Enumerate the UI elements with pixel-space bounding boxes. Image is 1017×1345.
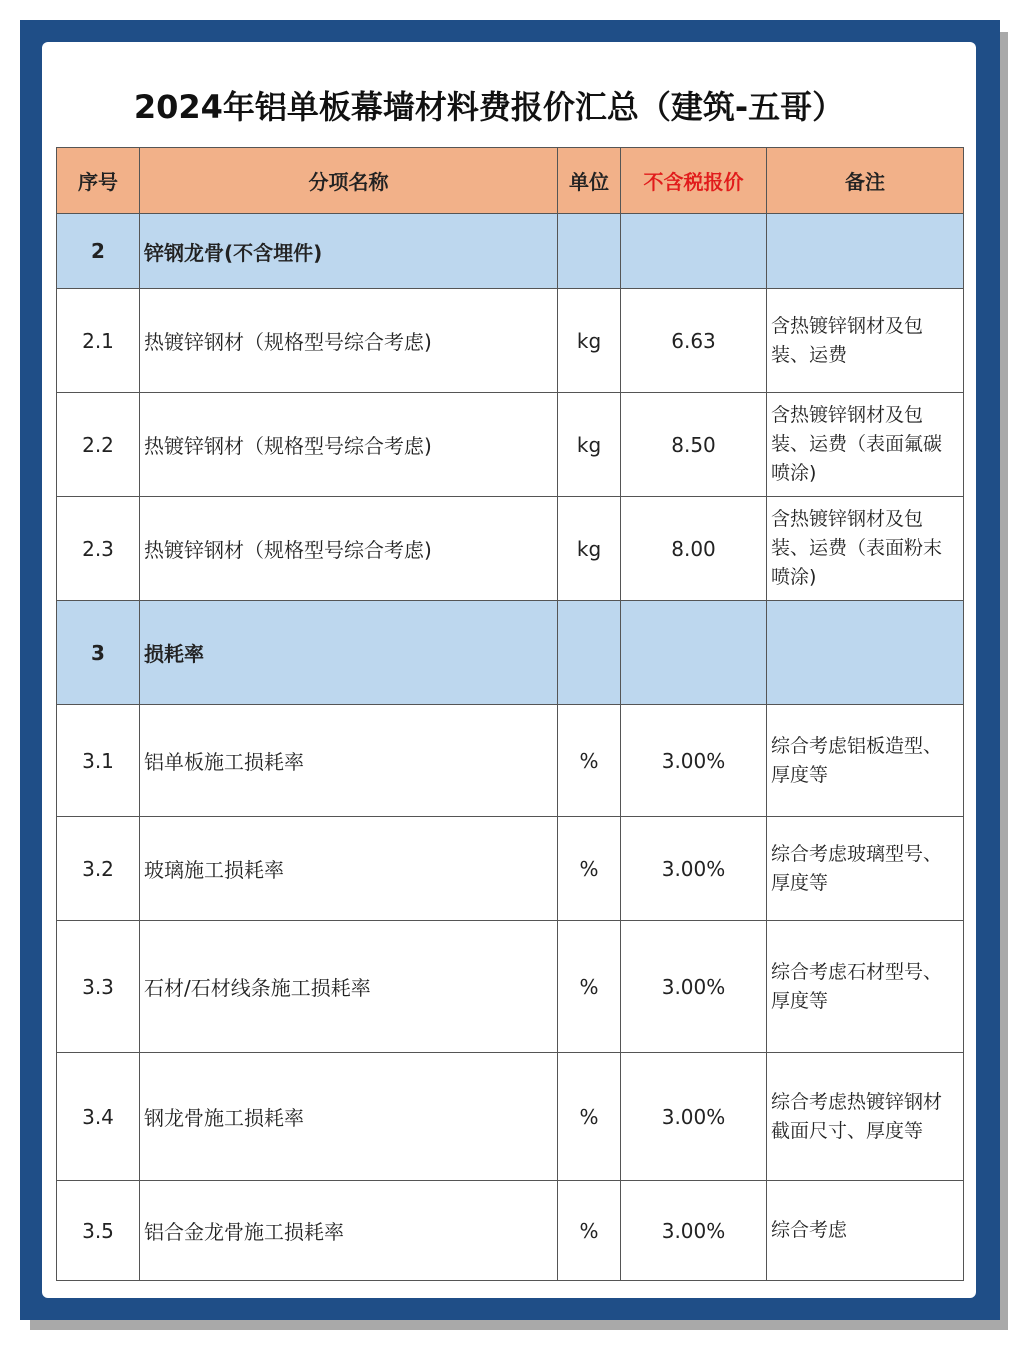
row-unit: % [558, 1181, 621, 1281]
row-price: 3.00% [621, 1181, 767, 1281]
row-price: 3.00% [621, 705, 767, 817]
row-unit: % [558, 1053, 621, 1181]
header-name: 分项名称 [140, 148, 558, 214]
row-unit: % [558, 817, 621, 921]
row-unit [558, 601, 621, 705]
row-note: 综合考虑铝板造型、厚度等 [767, 705, 964, 817]
row-price: 8.00 [621, 497, 767, 601]
table-row [57, 817, 964, 921]
row-note: 综合考虑玻璃型号、厚度等 [767, 817, 964, 921]
row-unit: % [558, 705, 621, 817]
row-no: 2 [57, 214, 140, 289]
row-no: 2.2 [57, 393, 140, 497]
row-no: 3.4 [57, 1053, 140, 1181]
row-no: 2.3 [57, 497, 140, 601]
table-row [57, 921, 964, 1053]
row-price: 6.63 [621, 289, 767, 393]
row-unit: kg [558, 497, 621, 601]
row-no: 3.1 [57, 705, 140, 817]
row-name: 热镀锌钢材（规格型号综合考虑) [140, 393, 558, 497]
table-row [57, 1053, 964, 1181]
row-unit [558, 214, 621, 289]
page-title: 2024年铝单板幕墙材料费报价汇总（建筑-五哥） [133, 88, 845, 126]
row-name: 钢龙骨施工损耗率 [140, 1053, 558, 1181]
table-row [57, 1181, 964, 1281]
row-price: 8.50 [621, 393, 767, 497]
row-no: 3 [57, 601, 140, 705]
row-no: 3.2 [57, 817, 140, 921]
row-unit: kg [558, 393, 621, 497]
row-price [621, 601, 767, 705]
row-name: 热镀锌钢材（规格型号综合考虑) [140, 289, 558, 393]
table-header-row [57, 148, 964, 214]
row-note [767, 601, 964, 705]
row-name: 锌钢龙骨(不含埋件) [140, 214, 558, 289]
header-unit: 单位 [558, 148, 621, 214]
header-price: 不含税报价 [621, 148, 767, 214]
row-no: 2.1 [57, 289, 140, 393]
row-no: 3.3 [57, 921, 140, 1053]
row-name: 热镀锌钢材（规格型号综合考虑) [140, 497, 558, 601]
row-note: 含热镀锌钢材及包装、运费（表面粉末喷涂) [767, 497, 964, 601]
header-note: 备注 [767, 148, 964, 214]
section-row [57, 601, 964, 705]
row-name: 铝单板施工损耗率 [140, 705, 558, 817]
row-unit: % [558, 921, 621, 1053]
row-name: 石材/石材线条施工损耗率 [140, 921, 558, 1053]
row-name: 玻璃施工损耗率 [140, 817, 558, 921]
row-note: 综合考虑热镀锌钢材截面尺寸、厚度等 [767, 1053, 964, 1181]
row-price: 3.00% [621, 817, 767, 921]
row-price [621, 214, 767, 289]
row-name: 损耗率 [140, 601, 558, 705]
row-no: 3.5 [57, 1181, 140, 1281]
row-unit: kg [558, 289, 621, 393]
row-price: 3.00% [621, 921, 767, 1053]
header-no: 序号 [57, 148, 140, 214]
row-note: 含热镀锌钢材及包装、运费 [767, 289, 964, 393]
row-note: 综合考虑石材型号、厚度等 [767, 921, 964, 1053]
quote-table [56, 147, 964, 1281]
table-row [57, 393, 964, 497]
row-note: 含热镀锌钢材及包装、运费（表面氟碳喷涂) [767, 393, 964, 497]
row-note: 综合考虑 [767, 1181, 964, 1281]
table-row [57, 497, 964, 601]
table-row [57, 289, 964, 393]
row-note [767, 214, 964, 289]
section-row [57, 214, 964, 289]
row-price: 3.00% [621, 1053, 767, 1181]
row-name: 铝合金龙骨施工损耗率 [140, 1181, 558, 1281]
table-row [57, 705, 964, 817]
